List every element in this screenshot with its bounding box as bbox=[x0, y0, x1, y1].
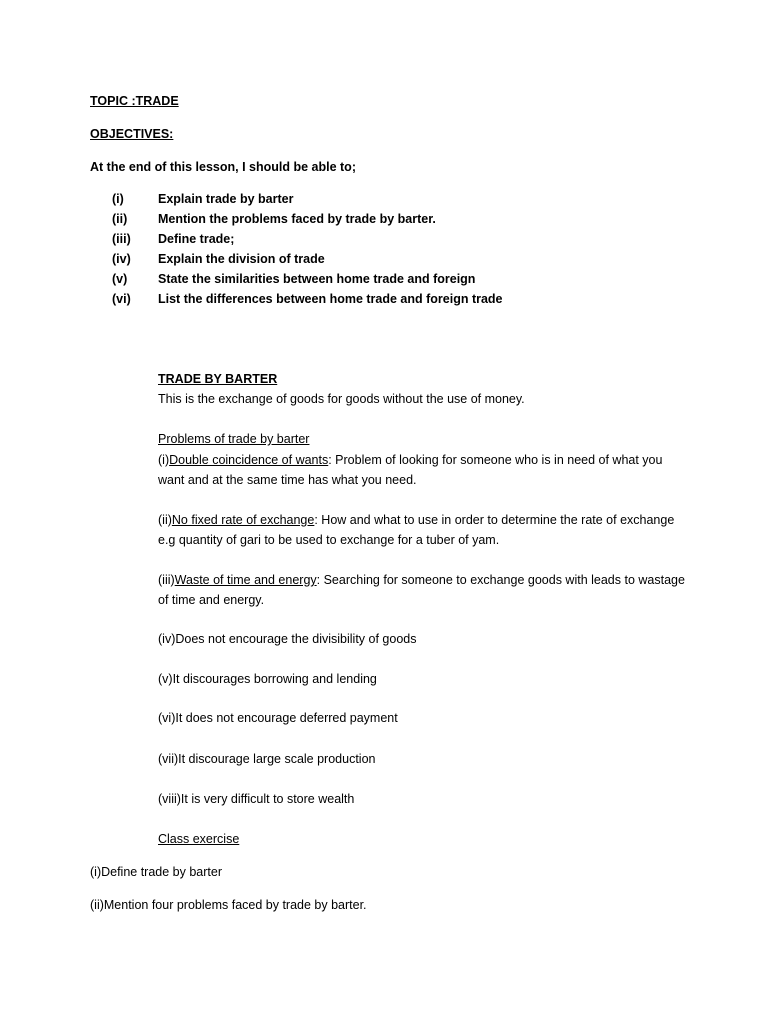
barter-heading: TRADE BY BARTER bbox=[158, 372, 278, 386]
problem-text: : Problem of looking for someone who is in need of what you want and at the same time has what you need. bbox=[158, 453, 663, 487]
objective-text: Mention the problems faced by trade by barter. bbox=[158, 212, 436, 226]
problem-prefix: (ii) bbox=[158, 513, 172, 527]
objective-number: (iv) bbox=[112, 252, 131, 266]
objective-text: Explain the division of trade bbox=[158, 252, 325, 266]
objective-number: (iii) bbox=[112, 232, 131, 246]
problem-item: (vii)It discourage large scale production bbox=[158, 752, 376, 766]
problem-term: No fixed rate of exchange bbox=[171, 513, 315, 527]
problem-term: Waste of time and energy bbox=[174, 573, 317, 587]
problem-item: (vi)It does not encourage deferred payment bbox=[158, 711, 398, 725]
problem-term: Double coincidence of wants bbox=[169, 453, 329, 467]
problem-prefix: (i) bbox=[158, 453, 170, 467]
objective-number: (vi) bbox=[112, 292, 131, 306]
topic-title: TOPIC :TRADE bbox=[90, 94, 179, 108]
problem-prefix: (iii) bbox=[158, 573, 175, 587]
problem-text: : Searching for someone to exchange goods with leads to wastage of time and energy. bbox=[158, 573, 685, 607]
objectives-heading: OBJECTIVES: bbox=[90, 127, 174, 141]
problem-item bbox=[158, 510, 688, 550]
objective-number: (v) bbox=[112, 272, 128, 286]
exercise-question: (i)Define trade by barter bbox=[90, 865, 223, 879]
problem-item bbox=[158, 570, 688, 610]
barter-definition: This is the exchange of goods for goods without the use of money. bbox=[158, 392, 525, 406]
objective-text: State the similarities between home trade and foreign bbox=[158, 272, 476, 286]
problem-item: (v)It discourages borrowing and lending bbox=[158, 672, 377, 686]
problem-text: : How and what to use in order to determine the rate of exchange e.g quantity of gari to be used to exchange for a tuber of yam. bbox=[158, 513, 675, 547]
objective-text: List the differences between home trade and foreign trade bbox=[158, 292, 503, 306]
objective-number: (i) bbox=[112, 192, 124, 206]
exercise-question: (ii)Mention four problems faced by trade by barter. bbox=[90, 898, 367, 912]
problem-item: (iv)Does not encourage the divisibility of goods bbox=[158, 632, 417, 646]
problem-item: (viii)It is very difficult to store wealth bbox=[158, 792, 355, 806]
exercise-heading: Class exercise bbox=[158, 832, 240, 846]
problem-item bbox=[158, 450, 688, 490]
objective-text: Explain trade by barter bbox=[158, 192, 294, 206]
objective-number: (ii) bbox=[112, 212, 128, 226]
objectives-intro: At the end of this lesson, I should be able to; bbox=[90, 160, 356, 174]
objective-text: Define trade; bbox=[158, 232, 235, 246]
problems-heading: Problems of trade by barter bbox=[158, 432, 310, 446]
